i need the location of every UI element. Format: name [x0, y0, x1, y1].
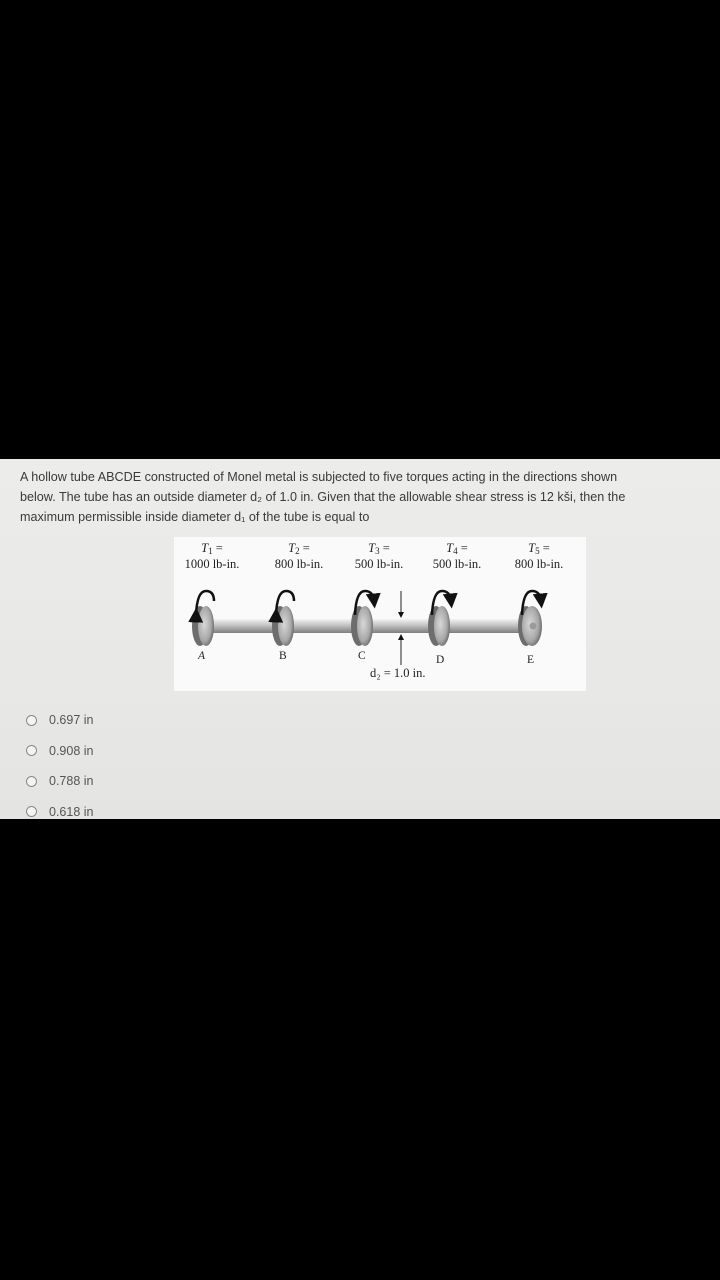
answer-label: 0.788 in [49, 774, 94, 789]
answer-options [26, 705, 93, 819]
answer-label: 0.908 in [49, 743, 94, 758]
answer-option-3[interactable] [26, 766, 93, 797]
torque-label-t3: $T_3$ = 500 lb-in. [354, 541, 404, 571]
answer-option-1[interactable] [26, 705, 93, 736]
question-line-1: A hollow tube ABCDE constructed of Monel metal is subjected to five torques acting in the directions shown [20, 470, 618, 484]
point-label-b: B [279, 650, 287, 662]
question-line-3: maximum permissible inside diameter d₁ of the tube is equal to [20, 510, 370, 524]
point-label-e: E [527, 654, 535, 666]
question-text [20, 467, 700, 527]
answer-label: 0.618 in [49, 804, 94, 819]
torque-label-t1: $T_1$ = 1000 lb-in. [184, 541, 240, 571]
point-label-c: C [358, 650, 366, 662]
radio-button[interactable] [26, 715, 37, 726]
torque-label-t2: $T_2$ = 800 lb-in. [274, 541, 324, 571]
radio-button[interactable] [26, 776, 37, 787]
radio-button[interactable] [26, 745, 37, 756]
radio-button[interactable] [26, 806, 37, 817]
answer-label: 0.697 in [49, 713, 94, 728]
diameter-label: d₂ = 1.0 in. [370, 666, 426, 680]
point-label-a: A [198, 650, 206, 662]
quiz-screen [0, 459, 720, 819]
answer-option-2[interactable] [26, 736, 93, 767]
torque-figure [174, 537, 586, 691]
answer-option-4[interactable] [26, 797, 93, 820]
torque-label-t5: $T_5$ = 800 lb-in. [514, 541, 564, 571]
torque-label-t4: $T_4$ = 500 lb-in. [432, 541, 482, 571]
point-label-d: D [436, 654, 445, 666]
question-line-2: below. The tube has an outside diameter d₂ of 1.0 in. Given that the allowable shear stress is 12 kši, then the [20, 490, 626, 504]
